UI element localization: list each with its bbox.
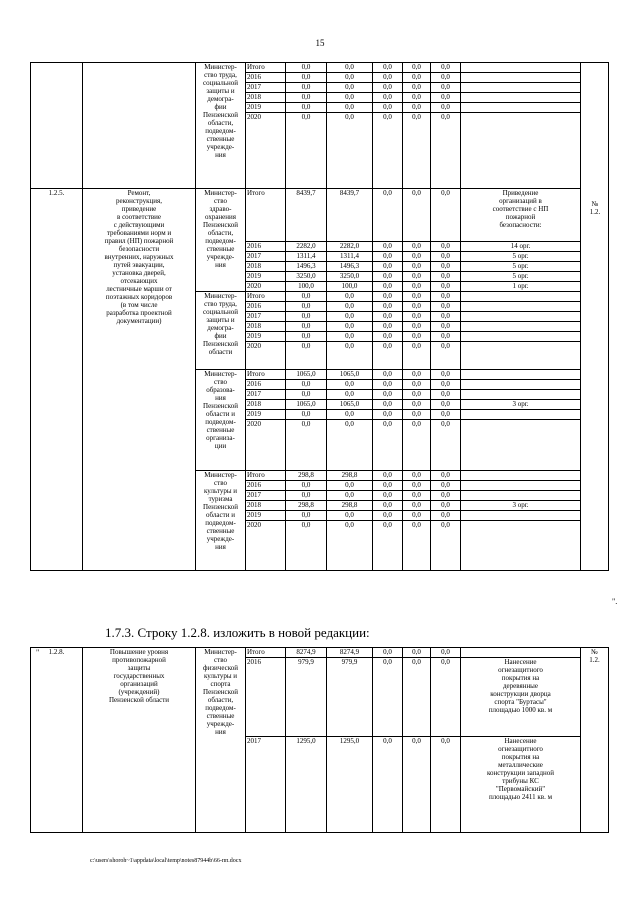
table-row: 2018 0,0 0,0 0,0 0,0 0,0 [31, 322, 609, 332]
org-cell: Министер- ство физической культуры и спорта Пензенской области, подведом- ственные учрежде- ния [196, 648, 246, 833]
opening-quote: " [36, 648, 40, 657]
num-cell [31, 63, 83, 189]
table-row: 2019 0,0 0,0 0,0 0,0 0,0 [31, 332, 609, 342]
table-row: 2019 3250,0 3250,0 0,0 0,0 0,0 5 орг. [31, 272, 609, 282]
table-row: 2016 2282,0 2282,0 0,0 0,0 0,0 14 орг. [31, 242, 609, 252]
org-cell: Министер- ство труда, социальной защиты и демогра- фии Пензенской области [196, 292, 246, 370]
table-row: 2016 0,0 0,0 0,0 0,0 0,0 [31, 73, 609, 83]
table-row: 2018 298,8 298,8 0,0 0,0 0,0 3 орг. [31, 501, 609, 511]
footer-file-path: c:\users\shoroh~1\appdata\local\temp\notes87944b\66-пп.docx [90, 858, 242, 864]
table-row: 2019 0,0 0,0 0,0 0,0 0,0 [31, 511, 609, 521]
row-reference: № 1.2. [581, 648, 609, 833]
table-row: 2018 1065,0 1065,0 0,0 0,0 0,0 3 орг. [31, 400, 609, 410]
row-number: 1.2.8. [31, 648, 83, 833]
table-row: 2019 0,0 0,0 0,0 0,0 0,0 [31, 410, 609, 420]
desc-cell [83, 63, 196, 189]
row-description: Ремонт, реконструкция, приведение в соответствие с действующими требованиями норм и правил (НП) пожарной безопасности внутренних, наружных путей эвакуации, установка дверей, отсекающих лестничные марши от поэтажных коридоров (в том числе разработка проектной документации) [83, 189, 196, 571]
table-row: 2020 0,0 0,0 0,0 0,0 0,0 [31, 521, 609, 571]
table-row: Министер- ство труда, социальной защиты и демогра- фии Пензенской области, подведом- ственные учрежде- ния Итого 0,0 0,0 0,0 0,0 0,0 [31, 63, 609, 73]
table-row: 2019 0,0 0,0 0,0 0,0 0,0 [31, 103, 609, 113]
org-cell: Министер- ство здраво- охранения Пензенской области, подведом- ственные учрежде- ния [196, 189, 246, 292]
table-row: 1.2.5. Ремонт, реконструкция, приведение в соответствие с действующими требованиями норм и правил (НП) пожарной безопасности внутренних, наружных путей эвакуации, установка дверей, отсекающих лестничные марши от поэтажных коридоров (в том числе разработка проектной документации) Министер- ство здраво- охранения Пензенской области, подведом- ственные учрежде- ния Итого 8439,7 8439,7 0,0 0,0 0,0 Приведение организаций в соответствие с НП пожарной безопасности: [31, 189, 609, 242]
table-row: 2016 979,9 979,9 0,0 0,0 0,0 Нанесение огнезащитного покрытия на деревянные конструкции дворца спорта "Буртасы" площадью 1000 кв. м [31, 658, 609, 737]
table-row: 2018 1496,3 1496,3 0,0 0,0 0,0 5 орг. [31, 262, 609, 272]
table-row: 2017 0,0 0,0 0,0 0,0 0,0 [31, 83, 609, 93]
org-cell: Министер- ство культуры и туризма Пензенской области и подведом- ственные учрежде- ния [196, 471, 246, 571]
table-row: 2016 0,0 0,0 0,0 0,0 0,0 [31, 481, 609, 491]
table-row: 2017 0,0 0,0 0,0 0,0 0,0 [31, 312, 609, 322]
table-row: 1.2.8. Повышение уровня противопожарной защиты государственных организаций (учреждений) Пензенской области Министер- ство физической культуры и спорта Пензенской области, подведом- ственные учрежде- ния Итого 8274,9 8274,9 0,0 0,0 0,0 № 1.2. [31, 648, 609, 658]
table-row: 2017 1295,0 1295,0 0,0 0,0 0,0 Нанесение огнезащитного покрытия на металлические конструкции западной трибуны КС "Первомайский" площадью 2411 кв. м [31, 737, 609, 833]
org-cell: Министер- ство образова- ния Пензенской области и подведом- ственные организа- ции [196, 370, 246, 471]
row-description: Повышение уровня противопожарной защиты государственных организаций (учреждений) Пензенской области [83, 648, 196, 833]
closing-quote: ". [612, 597, 618, 606]
table-row: 2020 100,0 100,0 0,0 0,0 0,0 1 орг. [31, 282, 609, 292]
table-row: 2017 0,0 0,0 0,0 0,0 0,0 [31, 491, 609, 501]
row-reference: № 1.2. [589, 200, 601, 216]
program-table-top [30, 62, 609, 571]
table-row: 2017 0,0 0,0 0,0 0,0 0,0 [31, 390, 609, 400]
table-row: Министер- ство труда, социальной защиты и демогра- фии Пензенской области Итого 0,0 0,0 0,0 0,0 0,0 [31, 292, 609, 302]
table-row: Министер- ство культуры и туризма Пензенской области и подведом- ственные учрежде- ния Итого 298,8 298,8 0,0 0,0 0,0 [31, 471, 609, 481]
table-row: 2020 0,0 0,0 0,0 0,0 0,0 [31, 342, 609, 370]
page-number: 15 [315, 38, 325, 48]
org-cell: Министер- ство труда, социальной защиты и демогра- фии Пензенской области, подведом- ственные учрежде- ния [196, 63, 246, 189]
table-row: 2018 0,0 0,0 0,0 0,0 0,0 [31, 93, 609, 103]
ref-cell [581, 63, 609, 571]
table-row: 2017 1311,4 1311,4 0,0 0,0 0,0 5 орг. [31, 252, 609, 262]
section-heading: 1.7.3. Строку 1.2.8. изложить в новой редакции: [105, 625, 370, 640]
table-row: 2016 0,0 0,0 0,0 0,0 0,0 [31, 302, 609, 312]
program-table-bottom [30, 647, 609, 833]
table-row: Министер- ство образова- ния Пензенской области и подведом- ственные организа- ции Итого 1065,0 1065,0 0,0 0,0 0,0 [31, 370, 609, 380]
table-row: 2020 0,0 0,0 0,0 0,0 0,0 [31, 113, 609, 189]
row-number: 1.2.5. [31, 189, 83, 571]
table-row: 2020 0,0 0,0 0,0 0,0 0,0 [31, 420, 609, 471]
table-row: 2016 0,0 0,0 0,0 0,0 0,0 [31, 380, 609, 390]
